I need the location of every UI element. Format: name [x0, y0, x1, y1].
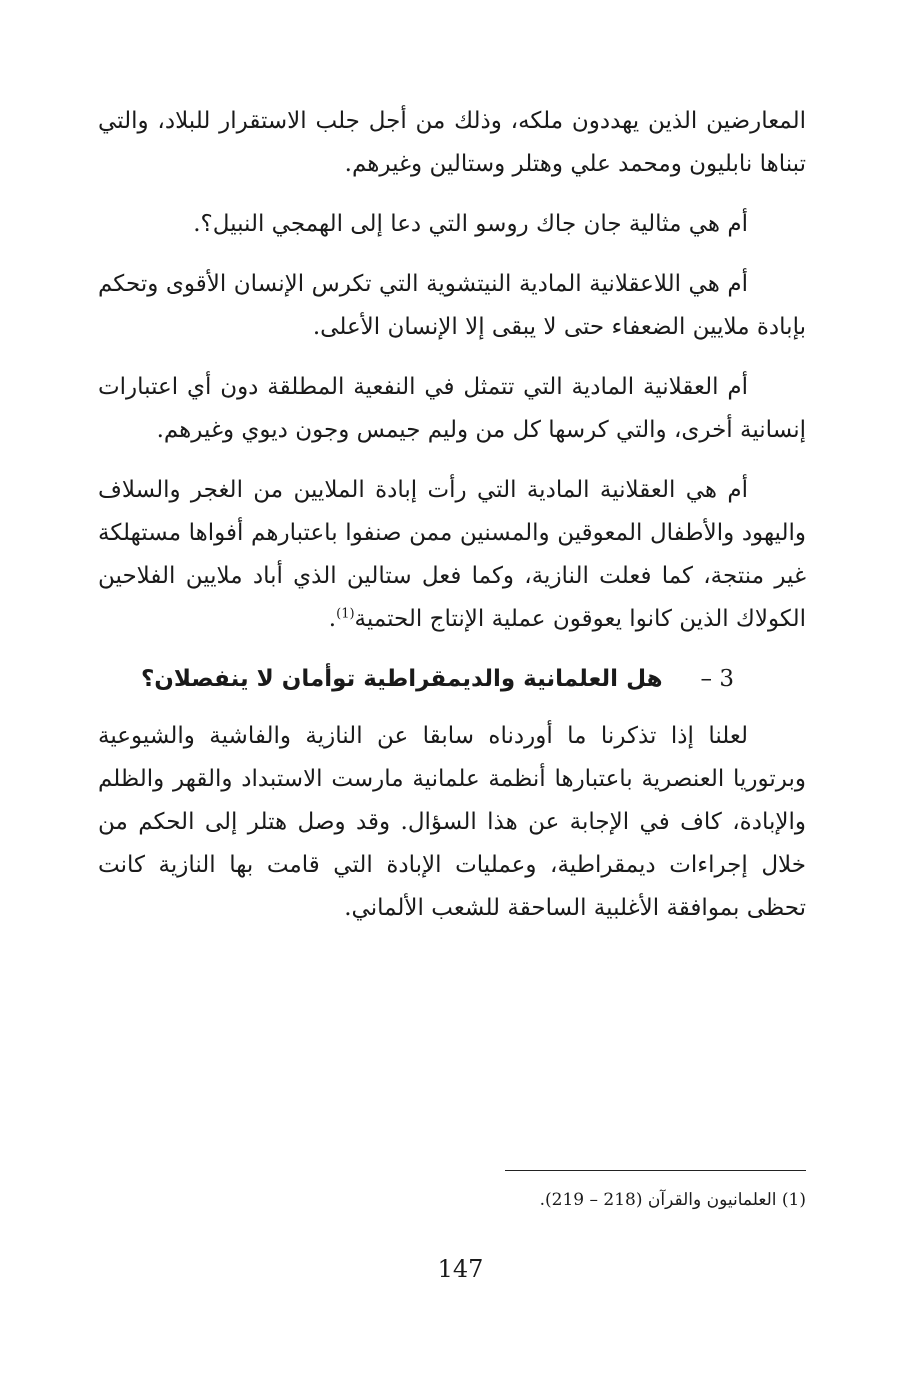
section-number: 3 – — [700, 666, 734, 692]
paragraph-4: أم العقلانية المادية التي تتمثل في النفعية المطلقة دون أي اعتبارات إنسانية أخرى، والتي كرسها كل من وليم جيمس وجون ديوي وغيرهم. — [98, 374, 806, 443]
footnote-marker: (1) — [336, 606, 355, 622]
paragraph-6: لعلنا إذا تذكرنا ما أوردناه سابقا عن النازية والفاشية والشيوعية وبرتوريا العنصرية باعتبارها أنظمة علمانية مارست الاستبداد والقهر والظلم والإبادة، كاف في الإجابة عن هذا السؤال. وقد وصل هتلر إلى الحكم من خلال إجراءات ديمقراطية، وعمليات الإبادة التي قامت بها النازية كانت تحظى بموافقة الأغلبية الساحقة للشعب الألماني. — [98, 723, 806, 921]
paragraph-5-text: أم هي العقلانية المادية التي رأت إبادة الملايين من الغجر والسلاف واليهود والأطفال المعوقين والمسنين ممن صنفوا باعتبارهم أفواها مستهلكة غير منتجة، كما فعلت النازية، وكما فعل ستالين الذي أباد ملايين الفلاحين الكولاك الذين كانوا يعوقون عملية الإنتاج الحتمية — [98, 477, 806, 632]
page-body — [98, 100, 806, 947]
section-heading — [98, 658, 806, 701]
section-title: هل العلمانية والديمقراطية توأمان لا ينفصلان؟ — [140, 666, 663, 692]
paragraph-2: أم هي مثالية جان جاك روسو التي دعا إلى الهمجي النبيل؟. — [193, 211, 748, 237]
paragraph-1: المعارضين الذين يهددون ملكه، وذلك من أجل جلب الاستقرار للبلاد، والتي تبناها نابليون ومحمد علي وهتلر وستالين وغيرهم. — [98, 108, 806, 177]
footnote-divider — [505, 1170, 806, 1171]
page-number: 147 — [437, 1255, 484, 1283]
paragraph-3: أم هي اللاعقلانية المادية النيتشوية التي تكرس الإنسان الأقوى وتحكم بإبادة ملايين الضعفاء حتى لا يبقى إلا الإنسان الأعلى. — [98, 271, 806, 340]
paragraph-5 — [98, 469, 806, 641]
paragraph-5-end: . — [328, 606, 337, 632]
footnote: (1) العلمانيون والقرآن (218 – 219). — [539, 1190, 806, 1210]
